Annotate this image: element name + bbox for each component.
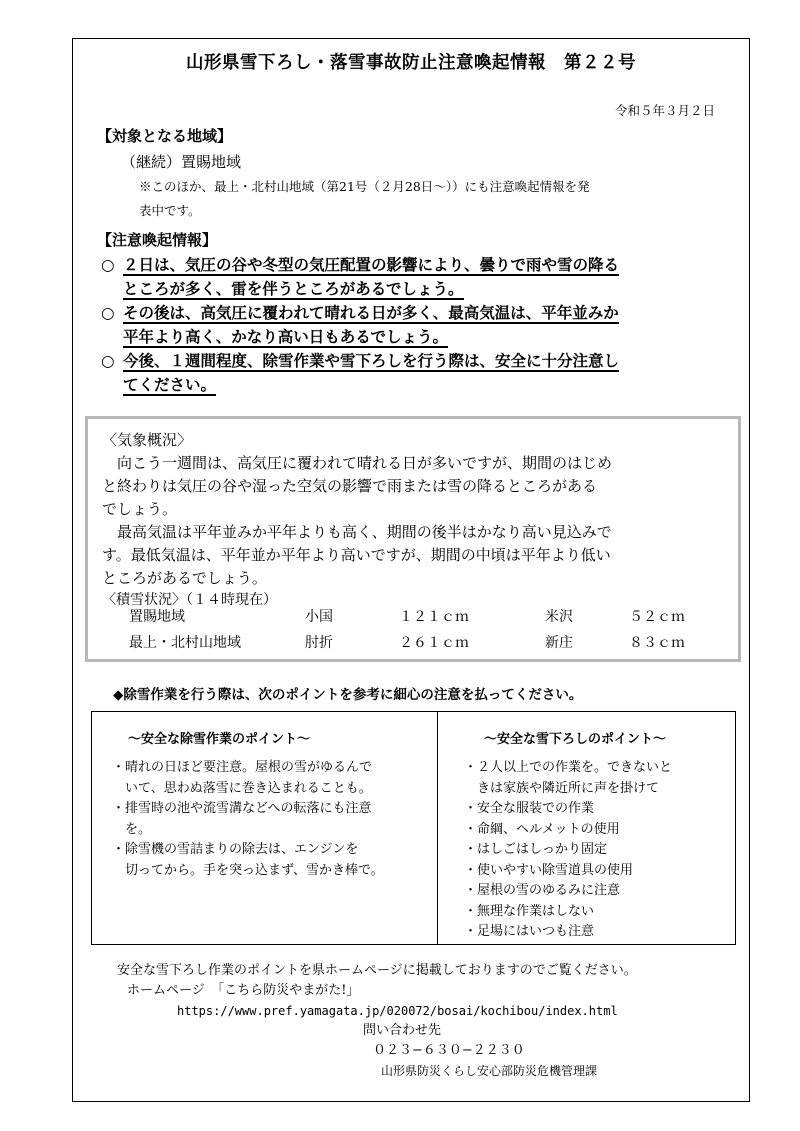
snow-place: 肘折 (305, 635, 333, 651)
list-item: ・排雪時の池や流雪溝などへの転落にも注意 (112, 801, 372, 816)
list-item: ・足場にはいつも注意 (464, 924, 595, 939)
list-item: ・２人以上での作業を。できないと (464, 760, 673, 775)
alert-item (101, 253, 619, 301)
weather-text: 向こう一週間は、高気圧に覆われて晴れる日が多いですが、期間のはじめ (102, 454, 613, 472)
target-area-note-2: 表中です。 (139, 203, 201, 218)
contact-phone: ０２３−６３０−２２３０ (373, 1043, 525, 1058)
snow-depth: ２６１ｃｍ (399, 635, 469, 651)
table-row (129, 629, 685, 655)
contact-department: 山形県防災くらし安心部防災危機管理課 (381, 1064, 598, 1078)
alert-info-heading: 【注意喚起情報】 (97, 231, 218, 249)
target-area-note-1: ※このほか、最上・北村山地域（第21号（２月28日〜））にも注意喚起情報を発 (139, 179, 590, 194)
issue-date: 令和５年３月２日 (614, 103, 715, 118)
safety-points-box (91, 711, 736, 945)
list-item: ・はしごはしっかり固定 (464, 842, 608, 857)
alert-text: てください。 (123, 376, 217, 394)
list-item: ・無理な作業はしない (464, 903, 595, 919)
snow-place: 小国 (305, 609, 333, 625)
snow-region: 最上・北村山地域 (129, 635, 241, 651)
alert-text: 今後、１週間程度、除雪作業や雪下ろしを行う際は、安全に十分注意し (123, 352, 620, 370)
homepage-label: ホームページ 「こちら防災やまがた!」 (127, 983, 360, 998)
weather-heading: 〈気象概況〉 (102, 431, 193, 449)
alert-item (101, 349, 619, 397)
list-item: いて、思わぬ落雪に巻き込まれることも。 (112, 780, 372, 796)
snow-place: 米沢 (545, 609, 573, 625)
page-title: 山形県雪下ろし・落雪事故防止注意喚起情報 第２２号 (186, 53, 636, 73)
list-item: きは家族や隣近所に声を掛けて (464, 780, 660, 796)
circle-bullet-icon: ○ (101, 352, 115, 370)
snow-depth: ８３ｃｍ (629, 635, 685, 651)
snow-region: 置賜地域 (129, 609, 185, 625)
snow-removal-points-list (112, 758, 384, 881)
weather-text: と終わりは気圧の谷や湿った空気の影響で雨または雪の降るところがある (102, 477, 598, 495)
page-frame (72, 38, 750, 1102)
weather-text: でしょう。 (102, 500, 178, 518)
list-item: 切ってから。手を突っ込まず、雪かき棒で。 (112, 862, 384, 878)
safety-points-heading: ◆除雪作業を行う際は、次のポイントを参考に細心の注意を払ってください。 (113, 687, 583, 703)
weather-text: す。最低気温は、平年並か平年より高いですが、期間の中頃は平年より低い (102, 546, 611, 564)
target-area-name: （継続）置賜地域 (121, 153, 242, 171)
list-item: ・屋根の雪のゆるみに注意 (464, 883, 621, 898)
roof-snow-points-list (464, 758, 672, 943)
alert-text: その後は、高気圧に覆われて晴れる日が多く、最高気温は、平年並みか (123, 304, 619, 322)
alert-text: 平年より高く、かなり高い日もあるでしょう。 (123, 328, 449, 346)
list-item: ・除雪機の雪詰まりの除去は、エンジンを (112, 842, 359, 857)
target-area-heading: 【対象となる地域】 (97, 127, 233, 145)
list-item: ・命綱、ヘルメットの使用 (464, 821, 620, 837)
list-item: ・晴れの日ほど要注意。屋根の雪がゆるんで (112, 760, 373, 775)
alert-text: ところが多く、雷を伴うところがあるでしょう。 (123, 280, 464, 298)
table-row (129, 603, 685, 629)
snow-depth: ５２ｃｍ (629, 609, 685, 625)
weather-text: ところがあるでしょう。 (102, 569, 267, 587)
circle-bullet-icon: ○ (101, 304, 115, 322)
weather-text: 最高気温は平年並みか平年よりも高く、期間の後半はかなり高い見込みで (102, 523, 612, 541)
snow-status-heading: 〈積雪状況〉（１４時現在） (102, 592, 277, 608)
snow-removal-points-title: 〜安全な除雪作業のポイント〜 (128, 732, 311, 747)
homepage-link[interactable]: https://www.pref.yamagata.jp/020072/bosai/kochibou/index.html (177, 1004, 618, 1018)
contact-label: 問い合わせ先 (363, 1023, 442, 1038)
list-item: を。 (112, 821, 152, 837)
list-item: ・安全な服装での作業 (464, 801, 595, 816)
alert-text: ２日は、気圧の谷や冬型の気圧配置の影響により、曇りで雨や雪の降る (123, 256, 620, 274)
circle-bullet-icon: ○ (101, 256, 115, 274)
roof-snow-points-title: 〜安全な雪下ろしのポイント〜 (484, 732, 667, 747)
alert-item (101, 301, 619, 349)
column-divider (437, 712, 438, 944)
footer-notice: 安全な雪下ろし作業のポイントを県ホームページに掲載しておりますのでご覧ください。 (117, 963, 637, 978)
snow-depth: １２１ｃｍ (399, 609, 469, 625)
snow-place: 新庄 (545, 635, 573, 651)
snow-depth-table (129, 603, 685, 655)
list-item: ・使いやすい除雪道具の使用 (464, 862, 634, 878)
